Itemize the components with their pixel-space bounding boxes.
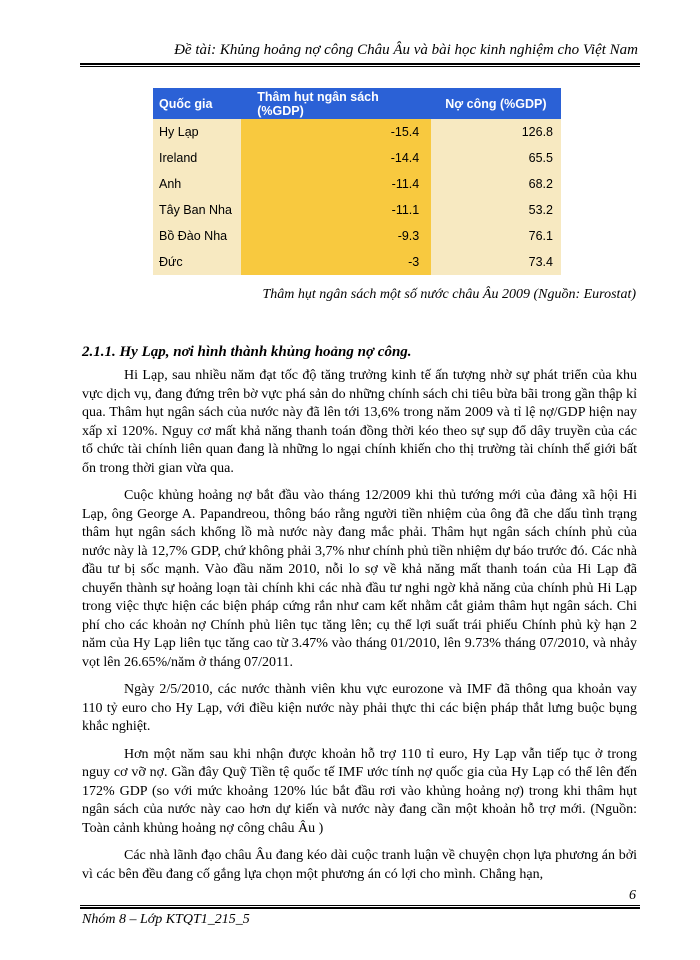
cell-debt: 65.5 <box>431 145 561 171</box>
cell-debt: 73.4 <box>431 249 561 275</box>
table-caption: Thâm hụt ngân sách một số nước châu Âu 2009 (Nguồn: Eurostat) <box>262 287 636 302</box>
header-rule <box>80 63 640 67</box>
section-heading: 2.1.1. Hy Lạp, nơi hình thành khủng hoảng nợ công. <box>82 344 412 360</box>
cell-country: Anh <box>153 171 241 197</box>
cell-deficit: -15.4 <box>241 119 431 145</box>
deficit-table-container <box>153 88 561 275</box>
header-deficit: Thâm hụt ngân sách (%GDP) <box>241 88 431 119</box>
paragraph: Hi Lạp, sau nhiều năm đạt tốc độ tăng trưởng kinh tế ấn tượng nhờ sự phát triển của khu vực dịch vụ, đang đứng trên bờ vực phá sản do những chính sách chi tiêu bừa bãi trong gần thập kỉ qua. Thâm hụt ngân sách của nước này đã lên tới 13,6% trong năm 2009 và tỉ lệ nợ/GDP hiện nay xấp xỉ 120%. Nguy cơ mất khả năng thanh toán đồng thời kéo theo sự sụp đổ dây truyền của các tổ chức tài chính liên quan đang là những lo ngại chính khiến cho thị trường tài chính thế giới bất ổn trong thời gian vừa qua. <box>82 368 637 476</box>
cell-deficit: -14.4 <box>241 145 431 171</box>
cell-debt: 68.2 <box>431 171 561 197</box>
header-country: Quốc gia <box>153 88 241 119</box>
table-row <box>153 249 561 275</box>
paragraph: Cuộc khủng hoảng nợ bắt đầu vào tháng 12/2009 khi thủ tướng mới của đảng xã hội Hi Lạp, ông George A. Papandreou, thông báo rằng người tiền nhiệm của ông đã che dấu tình trạng thâm hụt ngân sách khổng lồ mà nước này đang mắc phải. Thâm hụt ngân sách chính phủ của nước này là 12,7% GDP, chứ không phải 3,7% như chính phủ tiền nhiệm dự báo trước đó. Các nhà đầu tư bị sốc mạnh. Vào đầu năm 2010, nỗi lo sợ về khả năng mất thanh toán của Hi Lạp đã chuyển thành sự hoảng loạn tài chính khi các nhà đầu tư nghi ngờ khả năng của chính phủ Hi Lạp trong việc thực hiện các biện pháp cứng rắn như cam kết nhằm cắt giảm thâm hụt ngân sách. Chi phí cho các khoản nợ Chính phủ liên tục tăng lên; cụ thể lợi suất trái phiếu Chính phủ kỳ hạn 2 năm của Hy Lạp liên tục tăng cao từ 3.47% vào tháng 01/2010, lên 9.73% tháng 07/2010, và nhảy vọt lên 26.65%/năm ở tháng 07/2011. <box>82 488 637 670</box>
paragraph: Hơn một năm sau khi nhận được khoản hỗ trợ 110 tỉ euro, Hy Lạp vẫn tiếp tục ở trong nguy cơ vỡ nợ. Gần đây Quỹ Tiền tệ quốc tế IMF ước tính nợ quốc gia của Hy Lạp có thể lên đến 172% GDP (so với mức khoảng 120% lúc bắt đầu rơi vào khủng hoảng nợ) trong khi thâm hụt ngân sách của nước này cao hơn dự kiến và nước này đang cần một khoản hỗ trợ mới. (Nguồn: Toàn cảnh khủng hoảng nợ công châu Âu ) <box>82 746 637 836</box>
page-number: 6 <box>629 888 636 903</box>
cell-country: Tây Ban Nha <box>153 197 241 223</box>
footer-rule <box>80 905 640 909</box>
paragraph: Các nhà lãnh đạo châu Âu đang kéo dài cuộc tranh luận về chuyện chọn lựa phương án bởi vì các bên đều đang cố gắng lựa chọn một phương án có lợi cho mình. Chẳng hạn, <box>82 848 637 882</box>
cell-country: Hy Lạp <box>153 119 241 145</box>
table-row <box>153 197 561 223</box>
cell-deficit: -9.3 <box>241 223 431 249</box>
table-row <box>153 119 561 145</box>
cell-debt: 53.2 <box>431 197 561 223</box>
deficit-table <box>153 88 561 275</box>
cell-country: Ireland <box>153 145 241 171</box>
cell-deficit: -11.4 <box>241 171 431 197</box>
body-text <box>82 367 637 893</box>
cell-debt: 76.1 <box>431 223 561 249</box>
cell-deficit: -3 <box>241 249 431 275</box>
table-row <box>153 145 561 171</box>
header-title: Đề tài: Khủng hoảng nợ công Châu Âu và bài học kinh nghiệm cho Việt Nam <box>174 42 638 58</box>
header-public-debt: Nợ công (%GDP) <box>431 88 561 119</box>
cell-country: Đức <box>153 249 241 275</box>
paragraph: Ngày 2/5/2010, các nước thành viên khu vực eurozone và IMF đã thông qua khoản vay 110 tỷ euro cho Hy Lạp, với điều kiện nước này phải thực thi các biện pháp thắt lưng buộc bụng khắc nghiệt. <box>82 682 637 734</box>
table-row <box>153 171 561 197</box>
cell-debt: 126.8 <box>431 119 561 145</box>
cell-country: Bồ Đào Nha <box>153 223 241 249</box>
table-row <box>153 223 561 249</box>
table-header-row <box>153 88 561 119</box>
cell-deficit: -11.1 <box>241 197 431 223</box>
footer-text: Nhóm 8 – Lớp KTQT1_215_5 <box>82 912 250 927</box>
